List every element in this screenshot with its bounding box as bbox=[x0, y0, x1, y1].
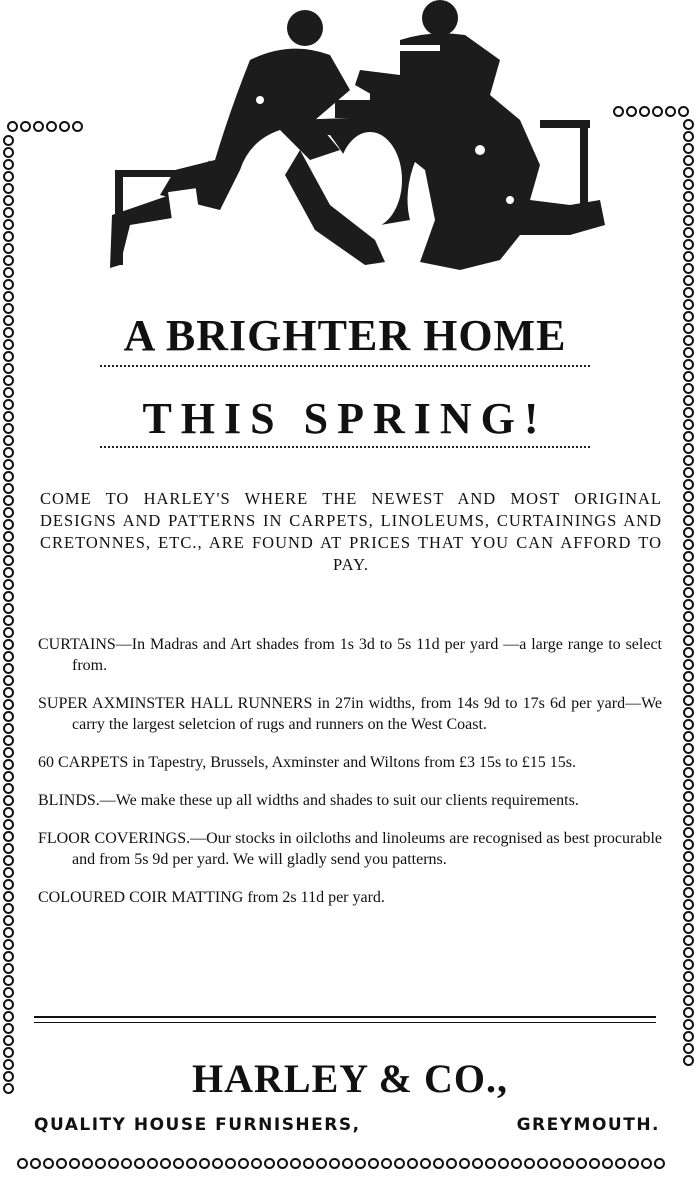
ring-ornament bbox=[683, 959, 694, 970]
ring-ornament bbox=[683, 827, 694, 838]
ring-ornament bbox=[683, 695, 694, 706]
ring-ornament bbox=[251, 1158, 262, 1169]
ring-ornament bbox=[550, 1158, 561, 1169]
ring-ornament bbox=[46, 121, 57, 132]
ring-ornament bbox=[683, 743, 694, 754]
ring-ornament bbox=[394, 1158, 405, 1169]
item-text: —In Madras and Art shades from 1s 3d to 5s 11d per yard —a large range to select from. bbox=[72, 636, 662, 674]
ring-ornament bbox=[683, 527, 694, 538]
item-lead: 60 CARPETS bbox=[38, 754, 129, 771]
ring-ornament bbox=[511, 1158, 522, 1169]
ring-ornament bbox=[3, 723, 14, 734]
ring-ornament bbox=[683, 131, 694, 142]
ring-ornament bbox=[3, 267, 14, 278]
ring-ornament bbox=[683, 647, 694, 658]
ring-ornament bbox=[683, 491, 694, 502]
ring-ornament bbox=[683, 767, 694, 778]
ring-ornament bbox=[683, 143, 694, 154]
ring-ornament bbox=[433, 1158, 444, 1169]
ring-ornament bbox=[3, 1035, 14, 1046]
ring-ornament bbox=[683, 455, 694, 466]
tagline-left: QUALITY HOUSE FURNISHERS, bbox=[34, 1115, 361, 1135]
list-item bbox=[38, 887, 662, 908]
ring-ornament bbox=[3, 627, 14, 638]
ring-ornament bbox=[683, 1007, 694, 1018]
ring-ornament bbox=[95, 1158, 106, 1169]
ring-ornament bbox=[212, 1158, 223, 1169]
ring-ornament bbox=[3, 927, 14, 938]
item-text: .—We make these up all widths and shades to suit our clients requirements. bbox=[95, 792, 579, 809]
ring-ornament bbox=[407, 1158, 418, 1169]
ring-ornament bbox=[683, 323, 694, 334]
ring-ornament bbox=[3, 1083, 14, 1094]
ring-ornament bbox=[683, 179, 694, 190]
ring-ornament bbox=[43, 1158, 54, 1169]
shopping-couple-illustration bbox=[100, 0, 610, 285]
ring-ornament bbox=[3, 243, 14, 254]
ring-ornament bbox=[639, 106, 650, 117]
ring-ornament bbox=[3, 387, 14, 398]
ring-ornament bbox=[683, 755, 694, 766]
ring-ornament bbox=[589, 1158, 600, 1169]
ring-ornament bbox=[30, 1158, 41, 1169]
ring-ornament bbox=[683, 1055, 694, 1066]
ring-ornament bbox=[3, 795, 14, 806]
ring-ornament bbox=[683, 995, 694, 1006]
ring-ornament bbox=[3, 879, 14, 890]
ring-ornament bbox=[683, 863, 694, 874]
ring-ornament bbox=[524, 1158, 535, 1169]
ring-ornament bbox=[683, 947, 694, 958]
ring-ornament bbox=[3, 831, 14, 842]
ring-ornament bbox=[3, 435, 14, 446]
ring-ornament bbox=[683, 791, 694, 802]
ring-ornament bbox=[342, 1158, 353, 1169]
list-item bbox=[38, 634, 662, 676]
ring-ornament bbox=[3, 1059, 14, 1070]
ring-ornament bbox=[563, 1158, 574, 1169]
ring-ornament bbox=[472, 1158, 483, 1169]
ring-ornament bbox=[683, 911, 694, 922]
headline-dotted-rule-1 bbox=[100, 365, 590, 367]
ring-ornament bbox=[628, 1158, 639, 1169]
ring-ornament bbox=[683, 167, 694, 178]
ring-ornament bbox=[3, 159, 14, 170]
ring-ornament bbox=[3, 747, 14, 758]
ring-ornament bbox=[3, 603, 14, 614]
ring-ornament bbox=[7, 121, 18, 132]
ring-ornament bbox=[225, 1158, 236, 1169]
ring-ornament bbox=[3, 303, 14, 314]
ring-ornament bbox=[3, 999, 14, 1010]
ring-ornament bbox=[683, 659, 694, 670]
ring-ornament bbox=[537, 1158, 548, 1169]
list-item bbox=[38, 693, 662, 735]
ring-ornament bbox=[3, 735, 14, 746]
ring-ornament bbox=[683, 467, 694, 478]
ring-ornament bbox=[3, 171, 14, 182]
ring-ornament bbox=[683, 479, 694, 490]
ring-ornament bbox=[683, 203, 694, 214]
ring-ornament bbox=[683, 599, 694, 610]
ring-ornament bbox=[3, 651, 14, 662]
ring-ornament bbox=[683, 251, 694, 262]
ring-ornament bbox=[3, 447, 14, 458]
ring-ornament bbox=[3, 519, 14, 530]
ring-ornament bbox=[3, 675, 14, 686]
ring-ornament bbox=[3, 567, 14, 578]
intro-paragraph: COME TO HARLEY'S WHERE THE NEWEST AND MOST ORIGINAL DESIGNS AND PATTERNS IN CARPETS, LINOLEUMS, CURTAININGS AND CRETONNES, ETC., ARE FOUND AT PRICES THAT YOU CAN AFFORD TO PAY. bbox=[40, 489, 662, 574]
ring-ornament bbox=[3, 843, 14, 854]
ring-ornament bbox=[683, 503, 694, 514]
headline-line-1: A BRIGHTER HOME bbox=[123, 311, 567, 360]
ring-ornament bbox=[381, 1158, 392, 1169]
ring-ornament bbox=[290, 1158, 301, 1169]
ring-ornament bbox=[3, 1011, 14, 1022]
ring-ornament bbox=[3, 315, 14, 326]
ring-ornament bbox=[3, 543, 14, 554]
ring-ornament bbox=[59, 121, 70, 132]
ring-ornament bbox=[683, 935, 694, 946]
ring-ornament bbox=[683, 227, 694, 238]
ring-ornament bbox=[683, 851, 694, 862]
ring-ornament bbox=[3, 867, 14, 878]
list-item bbox=[38, 828, 662, 870]
ring-ornament bbox=[683, 311, 694, 322]
ring-ornament bbox=[3, 471, 14, 482]
ring-ornament bbox=[613, 106, 624, 117]
ring-ornament bbox=[641, 1158, 652, 1169]
item-lead: FLOOR COVERINGS bbox=[38, 830, 187, 847]
ring-ornament bbox=[3, 783, 14, 794]
ring-ornament bbox=[683, 515, 694, 526]
ring-ornament bbox=[316, 1158, 327, 1169]
ring-ornament bbox=[3, 711, 14, 722]
ring-ornament bbox=[683, 263, 694, 274]
ring-ornament bbox=[683, 359, 694, 370]
ring-ornament bbox=[683, 443, 694, 454]
ring-ornament bbox=[3, 375, 14, 386]
ring-ornament bbox=[3, 891, 14, 902]
ring-ornament bbox=[446, 1158, 457, 1169]
ring-ornament bbox=[3, 231, 14, 242]
ring-ornament bbox=[683, 683, 694, 694]
ring-ornament bbox=[3, 639, 14, 650]
ring-ornament bbox=[303, 1158, 314, 1169]
ring-ornament bbox=[683, 407, 694, 418]
item-lead: BLINDS bbox=[38, 792, 96, 809]
headline-line-2: THIS SPRING! bbox=[142, 394, 548, 443]
ring-ornament bbox=[3, 495, 14, 506]
ring-ornament bbox=[654, 1158, 665, 1169]
item-lead: COLOURED COIR MATTING bbox=[38, 889, 244, 906]
ring-ornament bbox=[683, 215, 694, 226]
ring-ornament bbox=[277, 1158, 288, 1169]
ring-ornament bbox=[683, 815, 694, 826]
ring-ornament bbox=[3, 915, 14, 926]
ring-ornament bbox=[3, 807, 14, 818]
tagline-right: GREYMOUTH. bbox=[516, 1115, 660, 1135]
ring-ornament bbox=[683, 803, 694, 814]
ring-ornament bbox=[683, 287, 694, 298]
ring-ornament bbox=[3, 939, 14, 950]
ring-ornament bbox=[3, 135, 14, 146]
ring-ornament bbox=[665, 106, 676, 117]
ring-ornament bbox=[3, 579, 14, 590]
ring-ornament bbox=[683, 299, 694, 310]
ring-ornament bbox=[459, 1158, 470, 1169]
ring-ornament bbox=[3, 183, 14, 194]
ring-ornament bbox=[683, 923, 694, 934]
ring-ornament bbox=[17, 1158, 28, 1169]
ring-ornament bbox=[3, 255, 14, 266]
ring-ornament bbox=[683, 275, 694, 286]
ring-ornament bbox=[3, 591, 14, 602]
company-name: HARLEY & CO., bbox=[192, 1056, 508, 1101]
ring-ornament bbox=[683, 731, 694, 742]
ring-ornament bbox=[683, 719, 694, 730]
ring-ornament bbox=[3, 903, 14, 914]
ring-ornament bbox=[3, 459, 14, 470]
ring-ornament bbox=[683, 1019, 694, 1030]
ring-ornament bbox=[498, 1158, 509, 1169]
ring-ornament bbox=[683, 551, 694, 562]
ring-ornament bbox=[368, 1158, 379, 1169]
ring-ornament bbox=[683, 587, 694, 598]
ring-ornament bbox=[56, 1158, 67, 1169]
ring-ornament bbox=[3, 423, 14, 434]
ring-ornament bbox=[3, 699, 14, 710]
ring-ornament bbox=[683, 371, 694, 382]
ring-ornament bbox=[683, 347, 694, 358]
ring-ornament bbox=[683, 983, 694, 994]
ring-ornament bbox=[626, 106, 637, 117]
ring-ornament bbox=[3, 963, 14, 974]
ring-ornament bbox=[683, 155, 694, 166]
ring-ornament bbox=[683, 239, 694, 250]
ring-ornament bbox=[3, 363, 14, 374]
ring-ornament bbox=[683, 539, 694, 550]
item-text: from 2s 11d per yard. bbox=[243, 889, 385, 906]
ring-ornament bbox=[3, 687, 14, 698]
ring-ornament bbox=[3, 291, 14, 302]
item-text: in Tapestry, Brussels, Axminster and Wiltons from £3 15s to £15 15s. bbox=[128, 754, 576, 771]
ring-ornament bbox=[3, 399, 14, 410]
ring-ornament bbox=[683, 611, 694, 622]
ring-ornament bbox=[33, 121, 44, 132]
ring-ornament bbox=[683, 779, 694, 790]
ring-ornament bbox=[20, 121, 31, 132]
ring-ornament bbox=[683, 431, 694, 442]
ring-ornament bbox=[3, 771, 14, 782]
ring-ornament bbox=[683, 635, 694, 646]
ring-ornament bbox=[683, 971, 694, 982]
ring-ornament bbox=[121, 1158, 132, 1169]
ring-ornament bbox=[683, 383, 694, 394]
ring-ornament bbox=[3, 1047, 14, 1058]
ring-ornament bbox=[3, 555, 14, 566]
ring-ornament bbox=[3, 195, 14, 206]
ring-ornament bbox=[615, 1158, 626, 1169]
ring-ornament bbox=[3, 327, 14, 338]
ring-ornament bbox=[652, 106, 663, 117]
ring-ornament bbox=[683, 839, 694, 850]
ring-ornament bbox=[602, 1158, 613, 1169]
ring-ornament bbox=[683, 1043, 694, 1054]
ring-ornament bbox=[3, 411, 14, 422]
ring-ornament bbox=[3, 483, 14, 494]
ring-ornament bbox=[420, 1158, 431, 1169]
ring-ornament bbox=[134, 1158, 145, 1169]
ring-ornament bbox=[186, 1158, 197, 1169]
ring-ornament bbox=[160, 1158, 171, 1169]
ring-ornament bbox=[3, 987, 14, 998]
ring-ornament bbox=[82, 1158, 93, 1169]
ring-ornament bbox=[3, 855, 14, 866]
ring-ornament bbox=[3, 759, 14, 770]
ring-ornament bbox=[683, 887, 694, 898]
ring-ornament bbox=[3, 819, 14, 830]
ring-ornament bbox=[264, 1158, 275, 1169]
ring-ornament bbox=[683, 623, 694, 634]
ring-ornament bbox=[683, 875, 694, 886]
ring-ornament bbox=[3, 615, 14, 626]
ring-ornament bbox=[3, 531, 14, 542]
ring-ornament bbox=[3, 279, 14, 290]
item-lead: SUPER AXMINSTER HALL RUNNERS bbox=[38, 695, 313, 712]
ring-ornament bbox=[3, 351, 14, 362]
ring-ornament bbox=[69, 1158, 80, 1169]
ring-ornament bbox=[108, 1158, 119, 1169]
ring-ornament bbox=[683, 395, 694, 406]
ring-border-bottom bbox=[16, 1158, 678, 1171]
ring-ornament bbox=[683, 671, 694, 682]
list-item bbox=[38, 790, 662, 811]
item-text: .—Our stocks in oilcloths and linoleums are recognised as best procurable and from 5s 9d per yard. We will gladly send you patterns. bbox=[72, 830, 662, 868]
ring-ornament bbox=[683, 563, 694, 574]
ring-ornament bbox=[199, 1158, 210, 1169]
headline-dotted-rule-2 bbox=[100, 446, 590, 448]
ring-ornament bbox=[3, 339, 14, 350]
ring-ornament bbox=[329, 1158, 340, 1169]
footer-rule-top bbox=[34, 1016, 656, 1018]
ring-ornament bbox=[3, 147, 14, 158]
ring-ornament bbox=[3, 207, 14, 218]
ring-ornament bbox=[683, 119, 694, 130]
item-text: in 27in widths, from 14s 9d to 17s 6d per yard—We carry the largest seletcion of rugs and runners on the West Coast. bbox=[72, 695, 663, 733]
ring-ornament bbox=[683, 899, 694, 910]
item-lead: CURTAINS bbox=[38, 636, 116, 653]
list-item bbox=[38, 752, 662, 773]
ring-ornament bbox=[683, 1031, 694, 1042]
ring-ornament bbox=[173, 1158, 184, 1169]
ring-ornament bbox=[72, 121, 83, 132]
ring-ornament bbox=[576, 1158, 587, 1169]
ring-ornament bbox=[683, 575, 694, 586]
ring-ornament bbox=[3, 975, 14, 986]
ring-ornament bbox=[683, 707, 694, 718]
ring-ornament bbox=[3, 219, 14, 230]
ring-border-right bbox=[683, 118, 696, 1148]
ring-ornament bbox=[3, 1071, 14, 1082]
ring-ornament bbox=[678, 106, 689, 117]
ring-ornament bbox=[485, 1158, 496, 1169]
ring-border-left bbox=[3, 134, 16, 1174]
ring-ornament bbox=[683, 419, 694, 430]
ring-border-top-left bbox=[6, 121, 96, 134]
footer-rule-bottom bbox=[34, 1022, 656, 1023]
ring-ornament bbox=[683, 191, 694, 202]
ring-ornament bbox=[147, 1158, 158, 1169]
ring-ornament bbox=[3, 1023, 14, 1034]
ring-ornament bbox=[3, 507, 14, 518]
ring-ornament bbox=[3, 663, 14, 674]
ring-ornament bbox=[683, 335, 694, 346]
ring-ornament bbox=[355, 1158, 366, 1169]
product-list bbox=[38, 634, 662, 925]
ring-ornament bbox=[3, 951, 14, 962]
ring-ornament bbox=[238, 1158, 249, 1169]
